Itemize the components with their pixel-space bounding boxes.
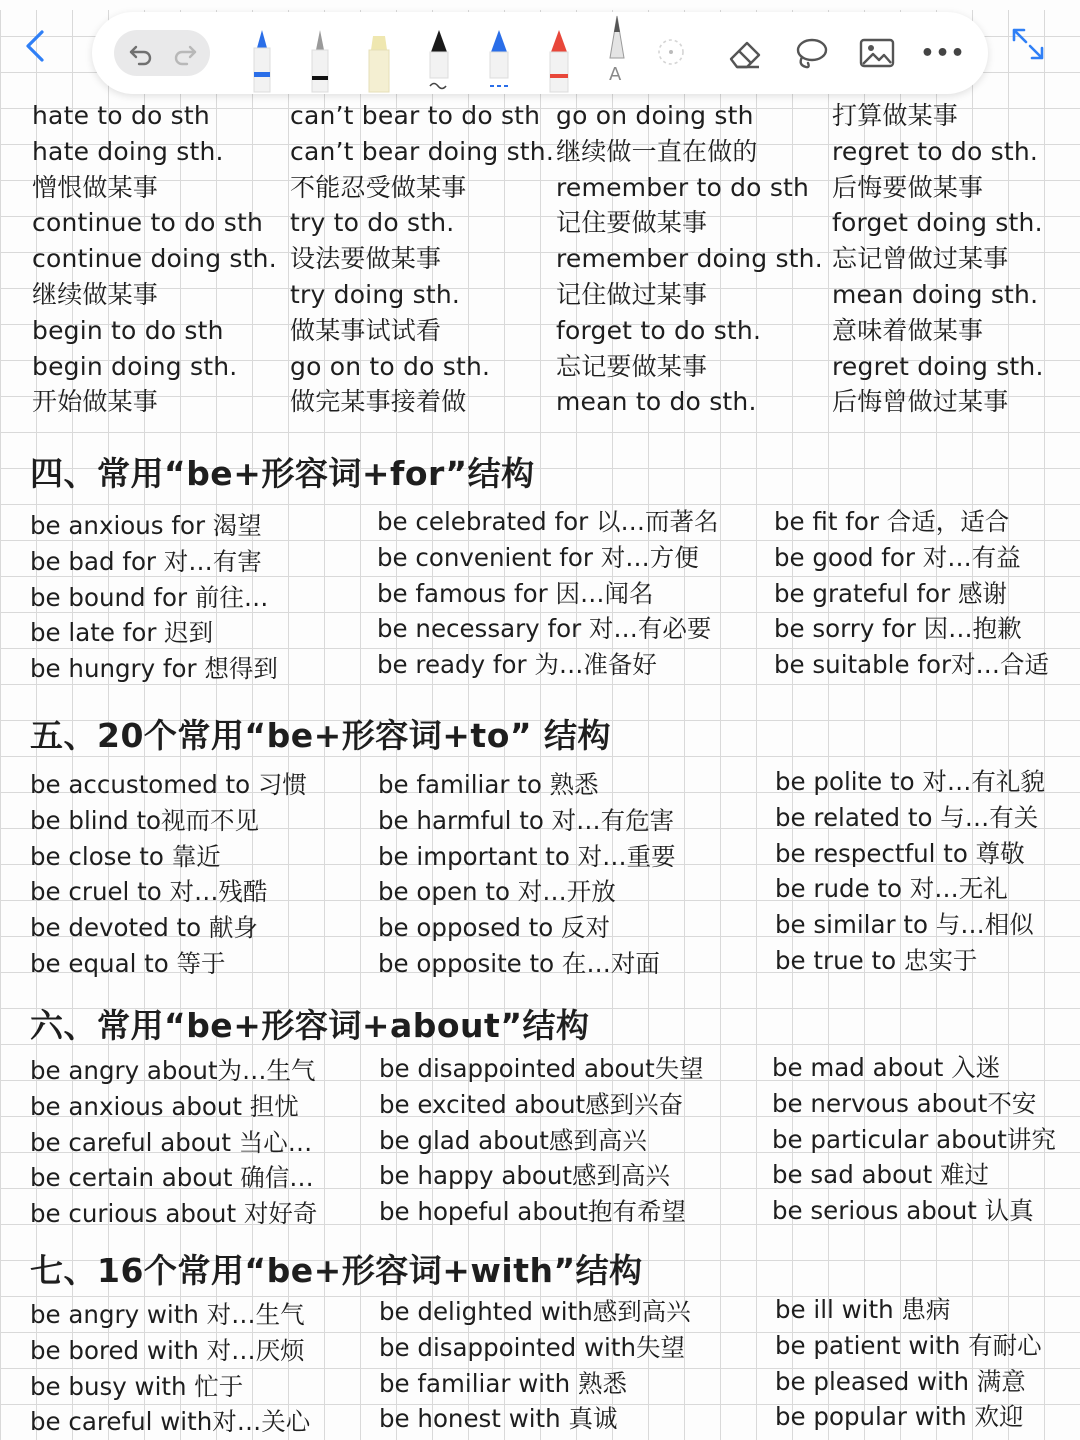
phrase-entry: be good for 对…有益	[774, 542, 1021, 572]
phrase-entry: be hopeful about抱有希望	[379, 1197, 686, 1227]
phrase-entry: be bound for 前往…	[30, 582, 269, 612]
phrase-entry: be suitable for对…合适	[774, 650, 1050, 680]
verb-entry: go on to do sth.	[290, 351, 491, 381]
phrase-entry: be mad about 入迷	[772, 1053, 1001, 1082]
with-column-2	[379, 1294, 691, 1437]
verb-entry: begin doing sth.	[32, 351, 238, 381]
phrase-entry: be similar to 与…相似	[775, 910, 1034, 940]
verb-entry: begin to do sth	[32, 315, 224, 345]
pen-icon	[246, 28, 278, 94]
status-bar	[0, 0, 1080, 10]
verb-entry: 忘记曾做过某事	[832, 244, 1009, 274]
verb-entry: 记住做过某事	[556, 279, 708, 309]
back-button[interactable]	[22, 26, 52, 66]
verb-entry: 做完某事接着做	[290, 387, 467, 417]
image-icon	[857, 33, 897, 73]
verb-entry: 憎恨做某事	[32, 172, 159, 202]
eraser-icon	[725, 33, 765, 73]
section-heading-for: 四、常用“be+形容词+for”结构	[30, 454, 535, 493]
phrase-entry: be busy with 忙于	[30, 1371, 244, 1401]
verb-entry: can’t bear to do sth	[290, 101, 541, 130]
phrase-entry: be opposed to 反对	[378, 913, 611, 943]
verb-entry: regret to do sth.	[832, 136, 1039, 166]
phrase-entry: be equal to 等于	[30, 948, 226, 978]
black-marker-tool[interactable]	[422, 28, 456, 98]
phrase-entry: be late for 迟到	[30, 618, 214, 648]
blue-marker-icon	[482, 28, 516, 94]
phrase-entry: be angry with 对…生气	[30, 1300, 305, 1329]
phrase-entry: be familiar with 熟悉	[379, 1368, 627, 1398]
phrase-entry: be convenient for 对…方便	[377, 542, 699, 572]
phrase-entry: be anxious for 渴望	[30, 511, 262, 540]
phrase-entry: be respectful to 尊敬	[775, 838, 1025, 868]
undo-redo-group	[114, 30, 210, 76]
section-heading-about: 六、常用“be+形容词+about”结构	[30, 1006, 590, 1045]
phrase-entry: be sorry for 因…抱歉	[774, 614, 1022, 644]
verb-column-1	[32, 98, 277, 420]
phrase-entry: be grateful for 感谢	[774, 578, 1007, 608]
phrase-entry: be angry about为…生气	[30, 1056, 316, 1085]
ruler-icon	[654, 38, 688, 78]
phrase-entry: be careful with对…关心	[30, 1407, 311, 1437]
phrase-entry: be bored with 对…厌烦	[30, 1335, 305, 1365]
phrase-entry: be harmful to 对…有危害	[378, 805, 675, 835]
blue-pen-tool[interactable]	[246, 28, 278, 98]
phrase-entry: be disappointed with失望	[379, 1332, 685, 1362]
phrase-entry: be celebrated for 以…而著名	[377, 507, 719, 536]
for-column-3	[774, 504, 1049, 683]
expand-icon	[1008, 24, 1048, 64]
verb-entry: 开始做某事	[32, 387, 159, 417]
phrase-entry: be ready for 为…准备好	[377, 650, 657, 680]
verb-entry: 继续做某事	[32, 279, 159, 309]
highlighter-icon	[362, 28, 396, 94]
phrase-entry: be related to 与…有关	[775, 802, 1039, 832]
phrase-entry: be serious about 认真	[772, 1196, 1034, 1226]
phrase-entry: be rude to 对…无礼	[775, 874, 1008, 904]
verb-entry: continue doing sth.	[32, 244, 277, 274]
drawing-toolbar	[92, 12, 988, 94]
phrase-entry: be disappointed about失望	[379, 1054, 704, 1083]
phrase-entry: be curious about 对好奇	[30, 1199, 318, 1229]
chevron-left-icon	[22, 26, 50, 66]
phrase-entry: be delighted with感到高兴	[379, 1297, 691, 1326]
phrase-entry: be ill with 患病	[775, 1295, 951, 1324]
phrase-entry: be polite to 对…有礼貌	[775, 767, 1045, 796]
verb-entry: 设法要做某事	[290, 244, 442, 274]
verb-entry: 记住要做某事	[556, 208, 708, 238]
about-column-1	[30, 1053, 317, 1232]
pencil-tool[interactable]	[600, 14, 634, 96]
phrase-entry: be famous for 因…闻名	[377, 578, 654, 608]
more-button[interactable]: •••	[920, 40, 966, 66]
lasso-icon	[791, 33, 831, 73]
phrase-entry: be devoted to 献身	[30, 913, 258, 943]
insert-image-button[interactable]	[854, 12, 900, 94]
marker-icon	[422, 28, 456, 94]
verb-entry: go on doing sth	[556, 101, 754, 130]
verb-entry: 后悔要做某事	[832, 172, 984, 202]
verb-entry: can’t bear doing sth.	[290, 136, 554, 166]
highlighter-tool[interactable]	[362, 28, 396, 98]
fineliner-icon	[304, 28, 336, 94]
pencil-letter: A	[609, 64, 622, 85]
phrase-entry: be happy about感到高兴	[379, 1161, 671, 1191]
verb-column-2	[290, 98, 554, 420]
phrase-entry: be true to 忠实于	[775, 945, 978, 975]
verb-column-3	[556, 98, 823, 420]
blue-marker-tool[interactable]	[482, 28, 516, 98]
to-column-3	[775, 764, 1045, 979]
phrase-entry: be excited about感到兴奋	[379, 1089, 684, 1119]
ruler-tool[interactable]	[654, 38, 688, 82]
verb-entry: try doing sth.	[290, 279, 461, 309]
phrase-entry: be necessary for 对…有必要	[377, 614, 712, 644]
about-column-3	[772, 1050, 1056, 1229]
verb-entry: 不能忍受做某事	[290, 172, 467, 202]
for-column-1	[30, 508, 278, 687]
with-column-1	[30, 1297, 310, 1440]
redo-button[interactable]	[168, 36, 202, 70]
to-column-1	[30, 767, 307, 982]
phrase-entry: be honest with 真诚	[379, 1404, 618, 1434]
fineliner-tool[interactable]	[304, 28, 336, 98]
phrase-entry: be open to 对…开放	[378, 877, 616, 907]
phrase-entry: be sad about 难过	[772, 1160, 990, 1190]
phrase-entry: be nervous about不安	[772, 1088, 1037, 1118]
phrase-entry: be opposite to 在…对面	[378, 948, 660, 978]
phrase-entry: be glad about感到高兴	[379, 1125, 647, 1155]
verb-entry: 意味着做某事	[832, 315, 984, 345]
phrase-entry: be pleased with 满意	[775, 1366, 1026, 1396]
verb-entry: mean to do sth.	[556, 387, 757, 417]
verb-entry: 忘记要做某事	[556, 351, 708, 381]
expand-button[interactable]	[1008, 24, 1048, 64]
redo-icon	[171, 39, 199, 67]
verb-entry: 后悔曾做过某事	[832, 387, 1009, 417]
undo-button[interactable]	[124, 36, 158, 70]
about-column-2	[379, 1051, 704, 1230]
phrase-entry: be bad for 对…有害	[30, 546, 262, 576]
to-column-2	[378, 767, 676, 982]
phrase-entry: be accustomed to 习惯	[30, 770, 307, 799]
phrase-entry: be close to 靠近	[30, 841, 221, 871]
verb-entry: remember doing sth.	[556, 244, 823, 274]
phrase-entry: be popular with 欢迎	[775, 1402, 1024, 1432]
verb-entry: try to do sth.	[290, 208, 455, 238]
verb-entry: mean doing sth.	[832, 279, 1039, 309]
red-marker-tool[interactable]	[542, 28, 576, 98]
phrase-entry: be familiar to 熟悉	[378, 770, 599, 799]
verb-entry: remember to do sth	[556, 172, 810, 202]
verb-entry: 做某事试试看	[290, 315, 442, 345]
verb-entry: regret doing sth.	[832, 351, 1044, 381]
phrase-entry: be blind to视而不见	[30, 805, 260, 835]
undo-icon	[127, 39, 155, 67]
verb-entry: forget to do sth.	[556, 315, 762, 345]
verb-entry: forget doing sth.	[832, 208, 1043, 238]
verb-entry: 继续做一直在做的	[556, 136, 758, 166]
section-heading-with: 七、16个常用“be+形容词+with”结构	[30, 1251, 643, 1290]
phrase-entry: be cruel to 对…残酷	[30, 877, 268, 907]
eraser-button[interactable]	[722, 12, 768, 94]
with-column-3	[775, 1292, 1042, 1435]
phrase-entry: be particular about讲究	[772, 1124, 1056, 1154]
phrase-entry: be anxious about 担忧	[30, 1091, 299, 1121]
red-marker-icon	[542, 28, 576, 94]
section-heading-to: 五、20个常用“be+形容词+to” 结构	[30, 716, 612, 755]
phrase-entry: be important to 对…重要	[378, 841, 676, 871]
phrase-entry: be patient with 有耐心	[775, 1330, 1042, 1360]
for-column-2	[377, 504, 718, 683]
verb-entry: hate doing sth.	[32, 136, 224, 166]
lasso-button[interactable]	[788, 12, 834, 94]
verb-entry: 打算做某事	[832, 101, 959, 130]
verb-entry: hate to do sth	[32, 101, 210, 130]
verb-entry: continue to do sth	[32, 208, 264, 238]
phrase-entry: be fit for 合适，适合	[774, 507, 1010, 536]
phrase-entry: be careful about 当心…	[30, 1127, 313, 1157]
verb-column-4	[832, 98, 1044, 420]
phrase-entry: be certain about 确信…	[30, 1163, 314, 1193]
phrase-entry: be hungry for 想得到	[30, 654, 278, 684]
